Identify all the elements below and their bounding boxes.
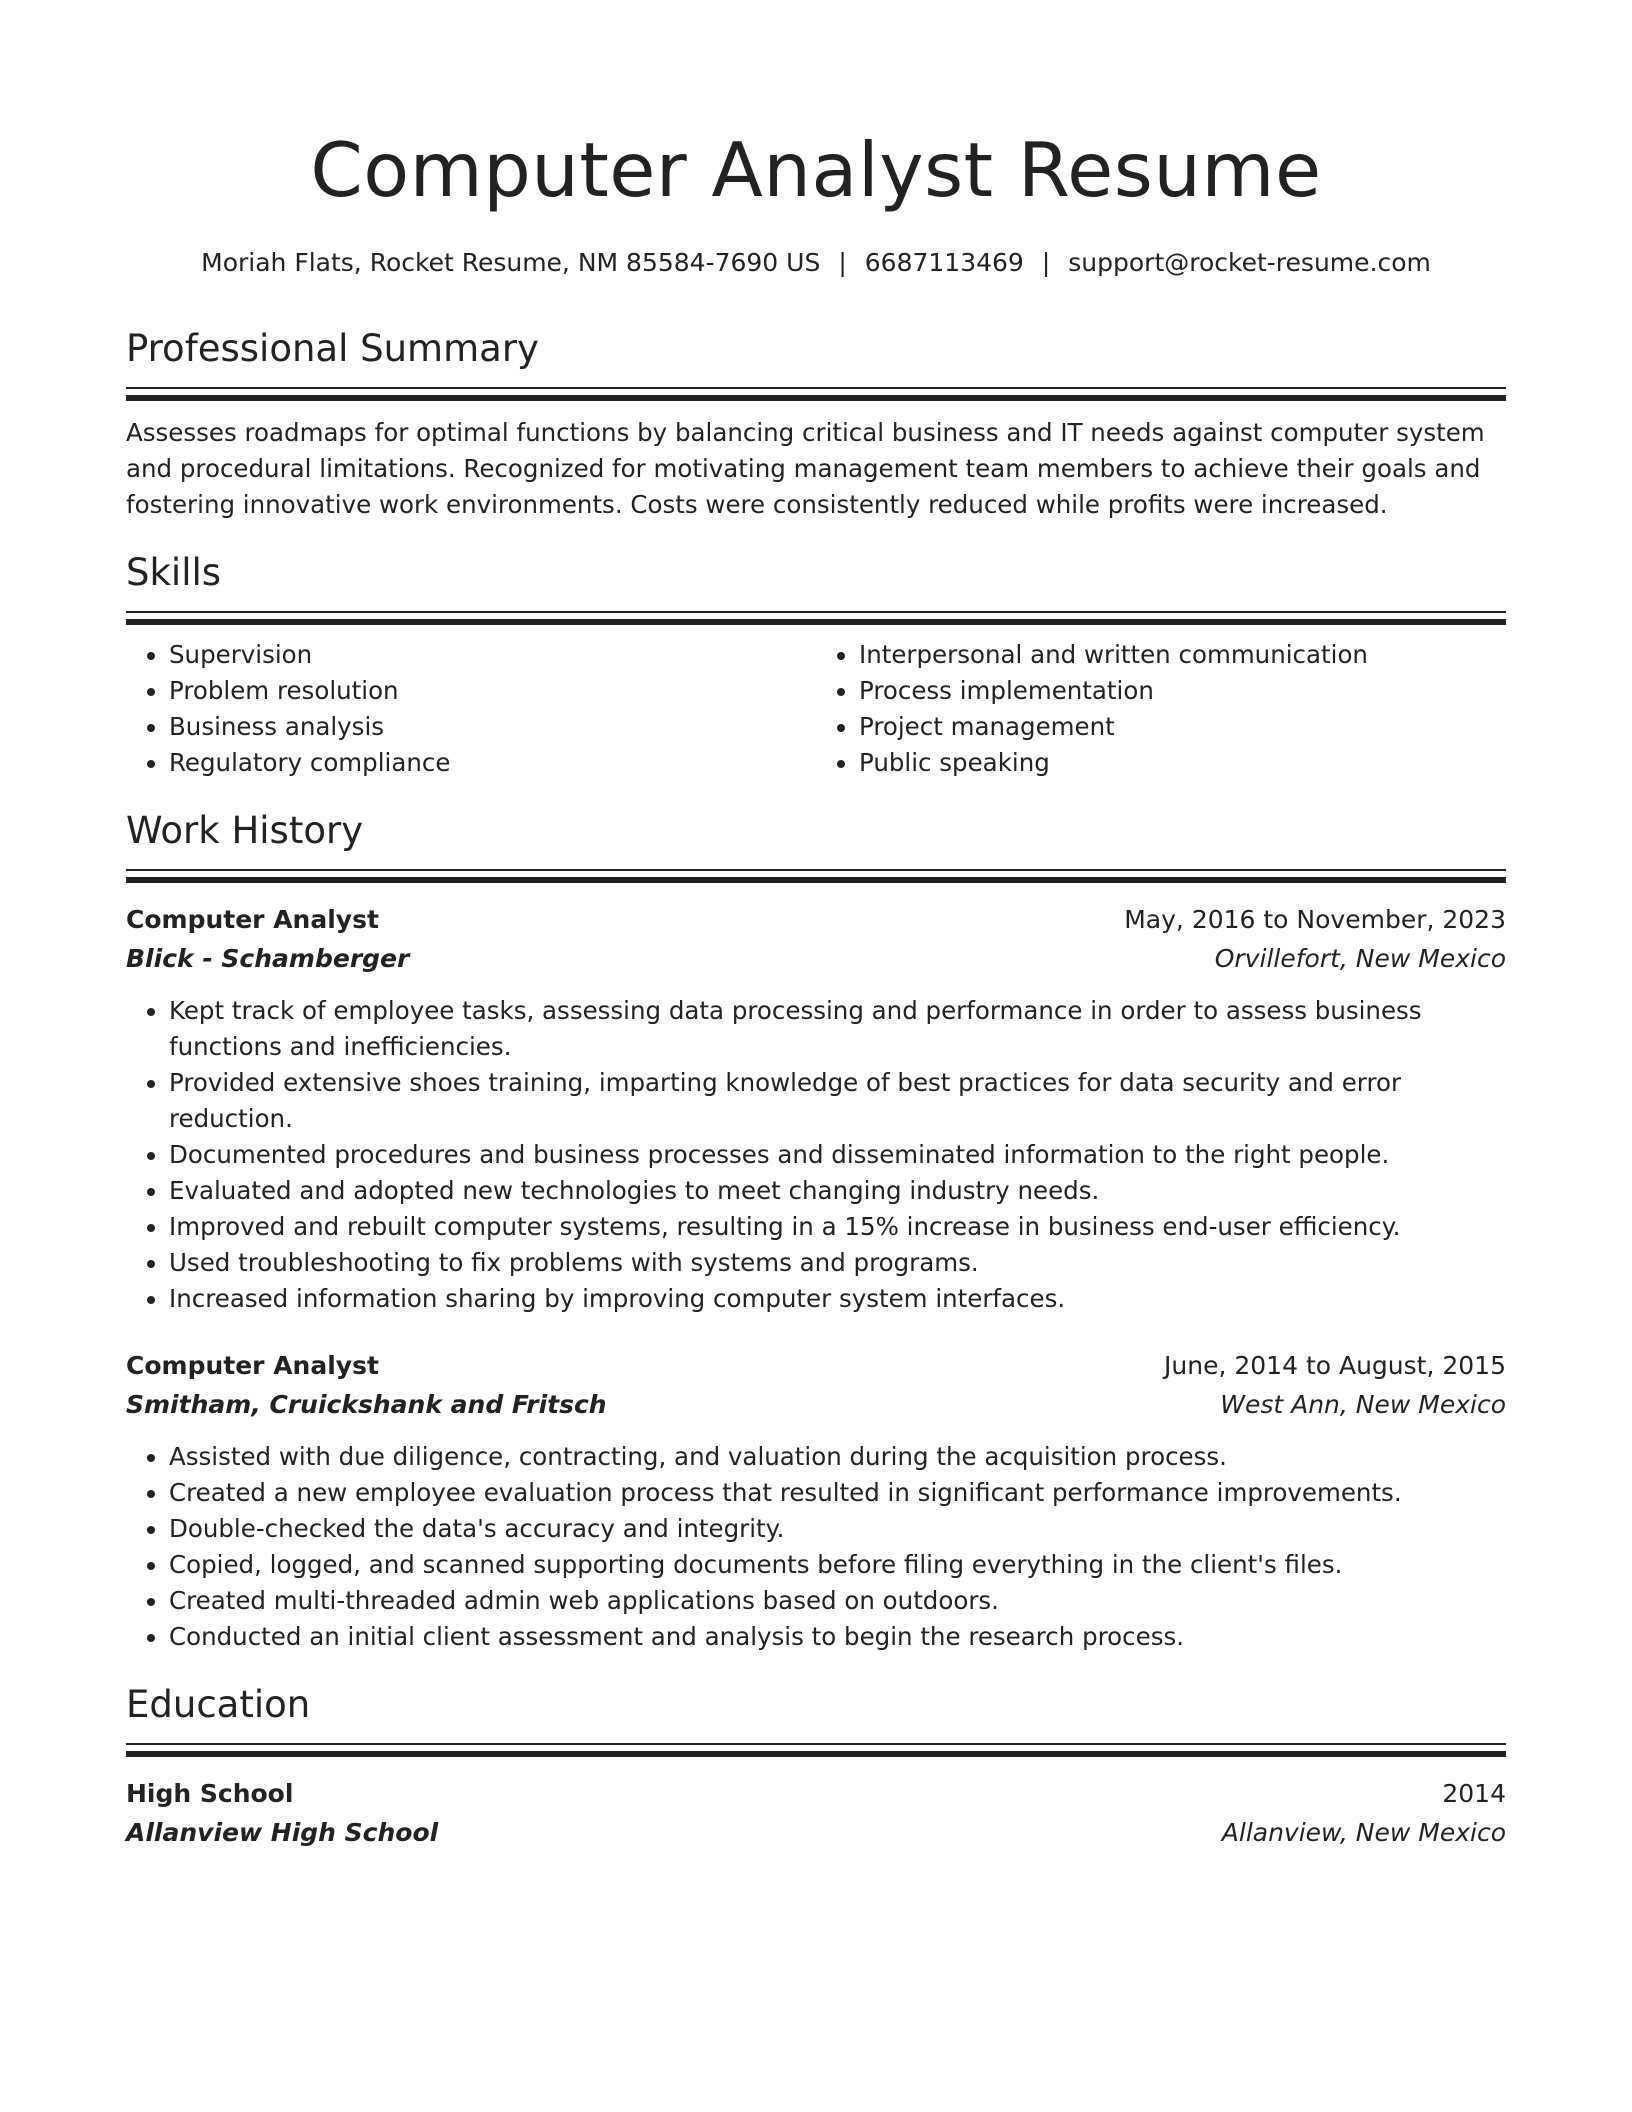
- job-bullet: • Assisted with due diligence, contracting, and valuation during the acquisition process.: [169, 1439, 1506, 1475]
- job-entry: [126, 901, 1506, 1317]
- skills-list: [126, 637, 1506, 781]
- job-location: Orvillefort, New Mexico: [1214, 944, 1506, 973]
- job-bullet: • Improved and rebuilt computer systems, resulting in a 15% increase in business end-user efficiency.: [169, 1209, 1506, 1245]
- skills-column-left: [126, 637, 816, 781]
- job-bullet: • Created a new employee evaluation process that resulted in significant performance improvements.: [169, 1475, 1506, 1511]
- job-dates: June, 2014 to August, 2015: [1164, 1351, 1506, 1380]
- job-bullet: • Provided extensive shoes training, imparting knowledge of best practices for data security and error reduction.: [169, 1065, 1506, 1137]
- section-divider: [126, 611, 1506, 625]
- job-bullet: • Double-checked the data's accuracy and integrity.: [169, 1511, 1506, 1547]
- job-bullet: • Documented procedures and business processes and disseminated information to the right people.: [169, 1137, 1506, 1173]
- job-bullets: [126, 1439, 1506, 1655]
- summary-section: [126, 325, 1506, 523]
- job-bullet: • Kept track of employee tasks, assessing data processing and performance in order to assess business functions and inefficiencies.: [169, 993, 1506, 1065]
- education-degree: High School: [126, 1779, 294, 1808]
- education-location: Allanview, New Mexico: [1221, 1818, 1506, 1847]
- skill-item: • Problem resolution: [169, 673, 816, 709]
- section-heading: Skills: [126, 551, 222, 594]
- contact-line: [126, 245, 1506, 281]
- job-bullet: • Evaluated and adopted new technologies to meet changing industry needs.: [169, 1173, 1506, 1209]
- work-history-section: [126, 807, 1506, 1655]
- job-location: West Ann, New Mexico: [1220, 1390, 1506, 1419]
- education-year: 2014: [1442, 1779, 1506, 1808]
- skill-item: • Supervision: [169, 637, 816, 673]
- summary-text: Assesses roadmaps for optimal functions by balancing critical business and IT needs against computer system and procedural limitations. Recognized for motivating management team members to achieve their goals and fostering innovative work environments. Costs were consistently reduced while profits were increased.: [126, 418, 1485, 519]
- job-bullets: [126, 993, 1506, 1317]
- section-heading: Education: [126, 1683, 311, 1726]
- skill-item: • Interpersonal and written communication: [859, 637, 1506, 673]
- section-divider: [126, 869, 1506, 883]
- skills-section: [126, 549, 1506, 781]
- contact-address: Moriah Flats, Rocket Resume, NM 85584-7690 US: [201, 248, 821, 277]
- job-bullet: • Copied, logged, and scanned supporting documents before filing everything in the client's files.: [169, 1547, 1506, 1583]
- contact-phone: 6687113469: [864, 248, 1024, 277]
- job-title: Computer Analyst: [126, 1351, 379, 1380]
- section-heading: Professional Summary: [126, 327, 539, 370]
- skill-item: • Project management: [859, 709, 1506, 745]
- education-school: Allanview High School: [126, 1818, 439, 1847]
- skill-item: • Process implementation: [859, 673, 1506, 709]
- job-company: Blick - Schamberger: [126, 944, 410, 973]
- skill-item: • Regulatory compliance: [169, 745, 816, 781]
- job-entry: [126, 1347, 1506, 1655]
- job-bullet: • Conducted an initial client assessment and analysis to begin the research process.: [169, 1619, 1506, 1655]
- skill-item: • Business analysis: [169, 709, 816, 745]
- section-heading: Work History: [126, 809, 364, 852]
- section-divider: [126, 387, 1506, 401]
- skills-column-right: [816, 637, 1506, 781]
- education-entry: [126, 1775, 1506, 1853]
- job-bullet: • Created multi-threaded admin web applications based on outdoors.: [169, 1583, 1506, 1619]
- job-bullet: • Increased information sharing by improving computer system interfaces.: [169, 1281, 1506, 1317]
- section-divider: [126, 1743, 1506, 1757]
- education-section: [126, 1681, 1506, 1853]
- resume-title: Computer Analyst Resume: [310, 126, 1322, 214]
- skill-item: • Public speaking: [859, 745, 1506, 781]
- job-company: Smitham, Cruickshank and Fritsch: [126, 1390, 607, 1419]
- contact-email: support@rocket-resume.com: [1068, 248, 1431, 277]
- job-title: Computer Analyst: [126, 905, 379, 934]
- contact-separator: |: [838, 248, 847, 277]
- job-dates: May, 2016 to November, 2023: [1124, 905, 1506, 934]
- contact-separator: |: [1041, 248, 1051, 277]
- job-bullet: • Used troubleshooting to fix problems with systems and programs.: [169, 1245, 1506, 1281]
